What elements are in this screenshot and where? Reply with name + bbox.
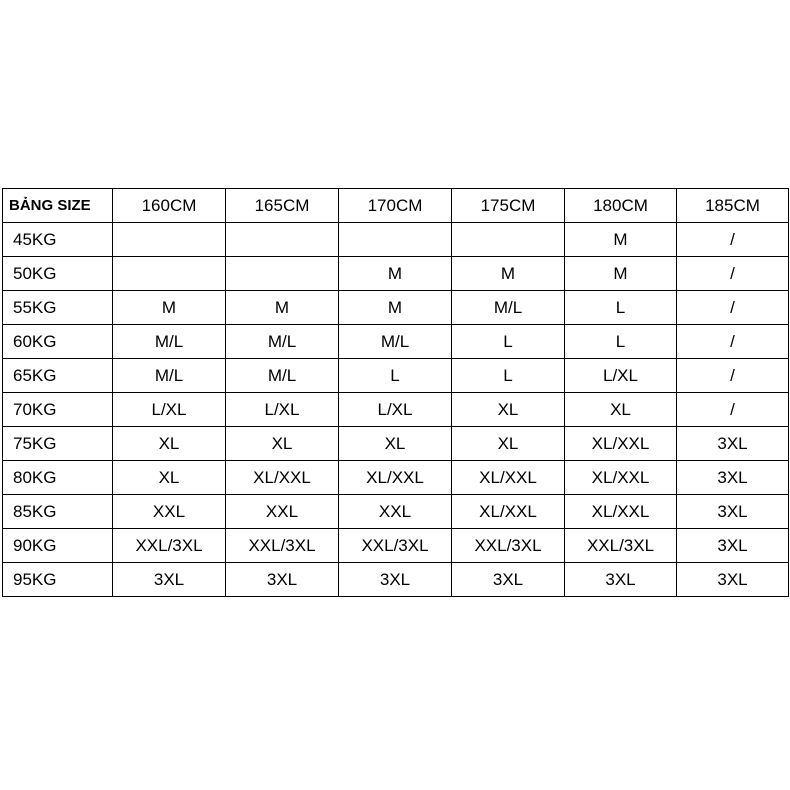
size-cell: XXL/3XL bbox=[565, 529, 677, 563]
weight-label: 85KG bbox=[3, 495, 113, 529]
weight-label: 50KG bbox=[3, 257, 113, 291]
weight-label: 70KG bbox=[3, 393, 113, 427]
table-row bbox=[3, 461, 789, 495]
table-row bbox=[3, 427, 789, 461]
weight-label: 45KG bbox=[3, 223, 113, 257]
size-cell: M/L bbox=[452, 291, 565, 325]
table-row bbox=[3, 257, 789, 291]
size-cell: L bbox=[452, 325, 565, 359]
size-cell: XL/XXL bbox=[452, 495, 565, 529]
size-cell: / bbox=[677, 257, 789, 291]
table-row bbox=[3, 325, 789, 359]
size-cell: XL/XXL bbox=[565, 495, 677, 529]
size-cell: L bbox=[452, 359, 565, 393]
size-cell bbox=[339, 223, 452, 257]
size-cell: M bbox=[565, 223, 677, 257]
size-cell: XL bbox=[452, 427, 565, 461]
size-cell: L/XL bbox=[226, 393, 339, 427]
size-cell: 3XL bbox=[677, 427, 789, 461]
size-cell: / bbox=[677, 223, 789, 257]
size-cell: XXL bbox=[113, 495, 226, 529]
size-cell: M bbox=[339, 257, 452, 291]
size-cell: / bbox=[677, 359, 789, 393]
table-row bbox=[3, 359, 789, 393]
size-cell: L/XL bbox=[113, 393, 226, 427]
size-cell: L bbox=[565, 291, 677, 325]
size-cell bbox=[226, 223, 339, 257]
size-cell: 3XL bbox=[677, 495, 789, 529]
table-row bbox=[3, 291, 789, 325]
size-cell: XXL/3XL bbox=[452, 529, 565, 563]
size-cell: 3XL bbox=[677, 461, 789, 495]
size-cell: L/XL bbox=[565, 359, 677, 393]
weight-label: 60KG bbox=[3, 325, 113, 359]
size-cell: XL/XXL bbox=[565, 427, 677, 461]
table-row bbox=[3, 563, 789, 597]
header-row bbox=[3, 189, 789, 223]
size-cell: / bbox=[677, 325, 789, 359]
size-cell: XL bbox=[113, 427, 226, 461]
height-header: 180CM bbox=[565, 189, 677, 223]
size-cell bbox=[226, 257, 339, 291]
size-cell: 3XL bbox=[339, 563, 452, 597]
size-cell: M bbox=[113, 291, 226, 325]
table-row bbox=[3, 223, 789, 257]
height-header: 185CM bbox=[677, 189, 789, 223]
size-cell: M/L bbox=[226, 359, 339, 393]
size-chart-header bbox=[3, 189, 789, 223]
size-cell: M/L bbox=[113, 359, 226, 393]
size-cell: / bbox=[677, 291, 789, 325]
size-cell: M/L bbox=[226, 325, 339, 359]
size-cell: XL/XXL bbox=[452, 461, 565, 495]
size-cell bbox=[113, 223, 226, 257]
size-cell: M bbox=[565, 257, 677, 291]
size-cell: L/XL bbox=[339, 393, 452, 427]
height-header: 160CM bbox=[113, 189, 226, 223]
size-cell: M bbox=[339, 291, 452, 325]
size-cell: XL/XXL bbox=[339, 461, 452, 495]
size-cell: XL bbox=[452, 393, 565, 427]
height-header: 175CM bbox=[452, 189, 565, 223]
size-cell bbox=[452, 223, 565, 257]
size-cell: 3XL bbox=[452, 563, 565, 597]
size-cell: XL bbox=[565, 393, 677, 427]
size-cell: XXL bbox=[339, 495, 452, 529]
height-header: 170CM bbox=[339, 189, 452, 223]
size-cell: XL bbox=[113, 461, 226, 495]
size-cell: L bbox=[565, 325, 677, 359]
table-row bbox=[3, 495, 789, 529]
table-row bbox=[3, 529, 789, 563]
size-cell: XL bbox=[226, 427, 339, 461]
weight-label: 80KG bbox=[3, 461, 113, 495]
weight-label: 95KG bbox=[3, 563, 113, 597]
size-cell: 3XL bbox=[677, 563, 789, 597]
size-cell: M bbox=[452, 257, 565, 291]
size-cell: XXL bbox=[226, 495, 339, 529]
size-chart-body bbox=[3, 223, 789, 597]
size-cell: XXL/3XL bbox=[113, 529, 226, 563]
size-cell: 3XL bbox=[565, 563, 677, 597]
table-row bbox=[3, 393, 789, 427]
corner-label: BẢNG SIZE bbox=[3, 189, 113, 223]
size-cell: 3XL bbox=[113, 563, 226, 597]
size-cell: M/L bbox=[339, 325, 452, 359]
size-cell: XXL/3XL bbox=[226, 529, 339, 563]
height-header: 165CM bbox=[226, 189, 339, 223]
size-cell: XL/XXL bbox=[226, 461, 339, 495]
weight-label: 55KG bbox=[3, 291, 113, 325]
size-cell: M bbox=[226, 291, 339, 325]
size-cell: / bbox=[677, 393, 789, 427]
size-cell: L bbox=[339, 359, 452, 393]
size-chart-table bbox=[2, 188, 789, 597]
size-cell: 3XL bbox=[226, 563, 339, 597]
size-cell: M/L bbox=[113, 325, 226, 359]
size-cell: 3XL bbox=[677, 529, 789, 563]
weight-label: 90KG bbox=[3, 529, 113, 563]
weight-label: 75KG bbox=[3, 427, 113, 461]
size-cell: XL bbox=[339, 427, 452, 461]
size-cell bbox=[113, 257, 226, 291]
weight-label: 65KG bbox=[3, 359, 113, 393]
size-cell: XXL/3XL bbox=[339, 529, 452, 563]
size-cell: XL/XXL bbox=[565, 461, 677, 495]
